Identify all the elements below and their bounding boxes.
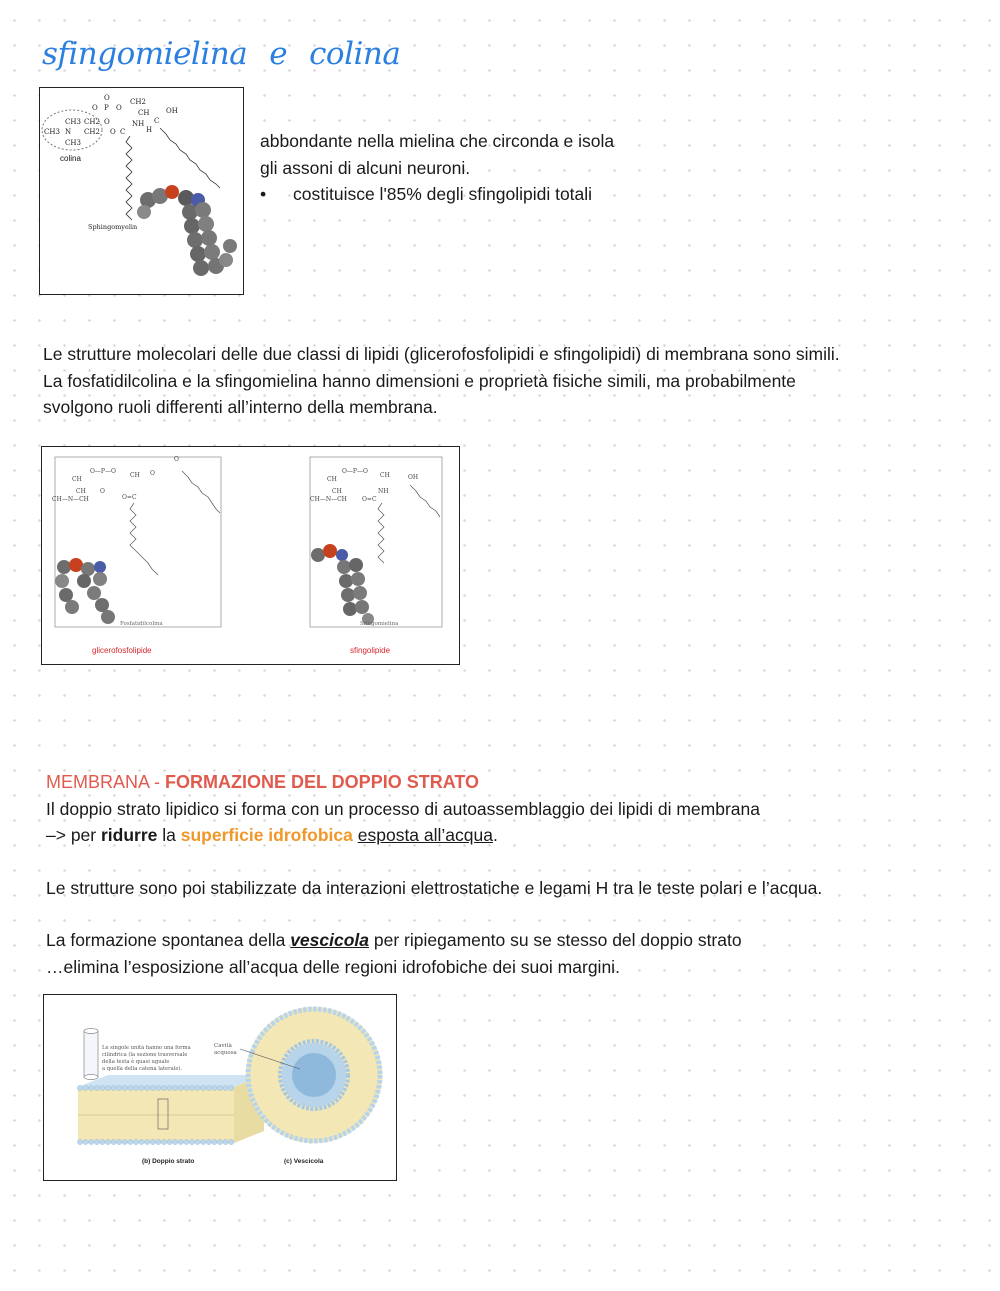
atom-label: CH2 — [84, 118, 100, 126]
head-group-bead — [156, 1085, 161, 1090]
head-group-bead — [128, 1139, 133, 1144]
page-title — [42, 36, 400, 72]
head-group-bead — [89, 1139, 94, 1144]
section-line: Le strutture sono poi stabilizzate da interazioni elettrostatiche e legami H tra le teste polari e l’acqua. — [46, 877, 823, 898]
vescicola-emphasis: vescicola — [290, 930, 370, 950]
svg-text:OH: OH — [408, 474, 419, 481]
head-group-bead — [100, 1085, 105, 1090]
atom-label: C — [120, 128, 126, 136]
section-line: …elimina l’esposizione all’acqua delle regioni idrofobiche dei suoi margini. — [46, 956, 620, 977]
head-group-bead — [229, 1085, 234, 1090]
membrane-section — [46, 769, 986, 980]
head-group-bead — [223, 1085, 228, 1090]
head-group-bead — [195, 1139, 200, 1144]
space-filling-model — [137, 185, 237, 276]
cavity-label: acquosa — [214, 1050, 237, 1056]
head-group-bead — [161, 1139, 166, 1144]
head-group-bead — [89, 1085, 94, 1090]
title-word-colina: colina — [309, 36, 401, 72]
phosphatidylcholine-space-filling — [55, 558, 115, 624]
head-group-bead — [105, 1085, 110, 1090]
sfingomielina-caption: Sfingomielina — [360, 621, 399, 627]
head-group-bead — [150, 1085, 155, 1090]
section-line — [46, 822, 986, 849]
unit-description-line: Le singole unità hanno una forma — [102, 1045, 191, 1051]
section-heading — [46, 769, 986, 796]
head-group-bead — [178, 1085, 183, 1090]
head-group-bead — [189, 1139, 194, 1144]
head-group-bead — [184, 1139, 189, 1144]
head-group-bead — [184, 1085, 189, 1090]
head-group-bead — [117, 1139, 122, 1144]
colina-label: colina — [60, 154, 81, 163]
atom-label: CH2 — [84, 128, 100, 136]
atom-label: CH3 — [44, 128, 60, 136]
sphingomyelin-structure-image — [40, 88, 243, 294]
bilayer-vesicle-figure — [43, 994, 397, 1181]
ridurre-bold: ridurre — [100, 825, 158, 845]
head-group-bead — [167, 1085, 172, 1090]
fosfatidilcolina-caption: Fosfatidilcolina — [120, 621, 163, 627]
fatty-acid-chain — [126, 136, 132, 220]
head-group-bead — [77, 1139, 82, 1144]
head-group-bead — [212, 1085, 217, 1090]
atom-label: O — [104, 118, 110, 126]
head-group-bead — [189, 1085, 194, 1090]
bullet-item — [260, 181, 614, 208]
sphingomyelin-figure — [39, 87, 244, 295]
head-group-bead — [100, 1139, 105, 1144]
lipid-unit-cylinder — [84, 1029, 98, 1080]
bullet-text: costituisce l'85% degli sfingolipidi totali — [293, 184, 593, 204]
head-group-bead — [122, 1085, 127, 1090]
svg-text:O—P—O: O—P—O — [342, 468, 368, 475]
paragraph-line: La fosfatidilcolina e la sfingomielina hanno dimensioni e proprietà fisiche simili, ma probabilmente — [43, 370, 796, 391]
head-group-bead — [94, 1085, 99, 1090]
svg-text:CH: CH — [130, 472, 140, 479]
section-heading-normal: MEMBRANA - — [46, 772, 166, 792]
head-group-bead — [117, 1085, 122, 1090]
head-group-bead — [128, 1085, 133, 1090]
atom-label: N — [65, 128, 72, 136]
head-group-bead — [212, 1139, 217, 1144]
svg-text:CH—N—CH: CH—N—CH — [52, 496, 89, 503]
comparison-paragraph — [43, 341, 993, 421]
head-group-bead — [83, 1139, 88, 1144]
atom-label: OH — [166, 107, 178, 115]
head-group-bead — [206, 1139, 211, 1144]
head-group-bead — [139, 1139, 144, 1144]
glicerofosfolipide-label: glicerofosfolipide — [92, 646, 152, 655]
title-word-e: e — [269, 36, 288, 72]
cavity-label: Cavità — [214, 1043, 232, 1049]
head-group-bead — [217, 1085, 222, 1090]
head-group-bead — [206, 1085, 211, 1090]
unit-description-line: a quella della catena laterale). — [102, 1066, 183, 1072]
head-group-bead — [173, 1085, 178, 1090]
head-group-bead — [94, 1139, 99, 1144]
svg-text:CH: CH — [327, 476, 337, 483]
head-group-bead — [105, 1139, 110, 1144]
atom-label: O — [116, 104, 122, 112]
head-group-bead — [111, 1085, 116, 1090]
sfingolipide-label: sfingolipide — [350, 646, 391, 655]
head-group-bead — [178, 1139, 183, 1144]
section-line — [46, 927, 986, 954]
sphingomyelin-space-filling — [311, 544, 374, 625]
period-text: . — [492, 825, 498, 845]
section-line: Il doppio strato lipidico si forma con un processo di autoassemblaggio dei lipidi di membrana — [46, 798, 760, 819]
atom-label: P — [104, 104, 109, 112]
la-text: la — [157, 825, 181, 845]
head-group-bead — [83, 1085, 88, 1090]
svg-text:O: O — [150, 470, 155, 477]
atom-label: O — [92, 104, 98, 112]
head-group-bead — [133, 1085, 138, 1090]
svg-text:O=C: O=C — [362, 496, 377, 503]
svg-text:CH: CH — [380, 472, 390, 479]
atom-label: CH3 — [65, 118, 81, 126]
paragraph-line: svolgono ruoli differenti all’interno della membrana. — [43, 397, 438, 417]
vescicola-caption: (c) Vescicola — [284, 1158, 324, 1165]
svg-text:O—P—O: O—P—O — [90, 468, 116, 475]
arrow-text: –> per — [46, 825, 101, 845]
svg-text:O: O — [174, 456, 179, 463]
atom-label: O — [104, 94, 110, 102]
svg-text:O=C: O=C — [122, 494, 137, 501]
head-group-bead — [139, 1085, 144, 1090]
unit-description-line: della testa è quasi uguale — [102, 1059, 170, 1065]
svg-text:NH: NH — [378, 488, 389, 495]
esposta-underlined: esposta all’acqua — [357, 825, 493, 845]
head-group-bead — [77, 1085, 82, 1090]
head-group-bead — [150, 1139, 155, 1144]
superficie-idrofobica-highlight: superficie idrofobica — [180, 825, 353, 845]
atom-label: H — [146, 126, 153, 134]
vesicle-text-a: La formazione spontanea della — [46, 930, 291, 950]
doppio-strato-caption: (b) Doppio strato — [142, 1158, 195, 1165]
svg-text:O: O — [100, 488, 105, 495]
head-group-bead — [145, 1085, 150, 1090]
head-group-bead — [173, 1139, 178, 1144]
atom-label: O — [110, 128, 116, 136]
head-group-bead — [161, 1085, 166, 1090]
bilayer-vesicle-image — [44, 995, 396, 1180]
head-group-bead — [223, 1139, 228, 1144]
intro-line: abbondante nella mielina che circonda e isola — [260, 131, 615, 151]
svg-text:CH: CH — [76, 488, 86, 495]
lipid-bilayer-slab — [78, 1075, 264, 1143]
head-group-bead — [201, 1085, 206, 1090]
svg-text:CH: CH — [332, 488, 342, 495]
head-group-bead — [122, 1139, 127, 1144]
intro-text — [260, 128, 614, 208]
vesicle — [246, 1007, 382, 1143]
head-group-bead — [201, 1139, 206, 1144]
vesicle-text-b: per ripiegamento su se stesso del doppio strato — [369, 930, 742, 950]
head-group-bead — [145, 1139, 150, 1144]
head-group-bead — [156, 1139, 161, 1144]
atom-label: C — [154, 117, 160, 125]
intro-line: gli assoni di alcuni neuroni. — [260, 157, 471, 178]
sphingomyelin-label: Sphingomyelin — [88, 223, 138, 231]
lipid-comparison-image — [42, 447, 459, 664]
head-group-bead — [111, 1139, 116, 1144]
bullet-dot: • — [260, 184, 267, 204]
svg-text:CH—N—CH: CH—N—CH — [310, 496, 347, 503]
paragraph-line: Le strutture molecolari delle due classi di lipidi (glicerofosfolipidi e sfingolipidi) di membrana sono simili. — [43, 344, 840, 364]
title-word-sfingomielina: sfingomielina — [42, 36, 248, 72]
section-heading-bold: FORMAZIONE DEL DOPPIO STRATO — [165, 772, 480, 792]
atom-label: CH3 — [65, 139, 81, 147]
head-group-bead — [217, 1139, 222, 1144]
head-group-bead — [133, 1139, 138, 1144]
head-group-bead — [167, 1139, 172, 1144]
atom-label: CH — [138, 109, 150, 117]
unit-description-line: cilindrica (la sezione trasversale — [102, 1052, 188, 1058]
sphingosine-chain — [160, 128, 220, 188]
head-group-bead — [229, 1139, 234, 1144]
head-group-bead — [195, 1085, 200, 1090]
atom-label: NH — [132, 120, 145, 128]
atom-label: CH2 — [130, 98, 146, 106]
lipid-comparison-figure — [41, 446, 460, 665]
svg-text:CH: CH — [72, 476, 82, 483]
